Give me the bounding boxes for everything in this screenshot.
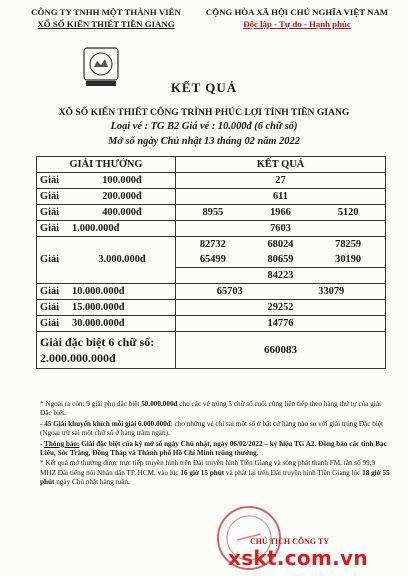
notes <box>40 400 390 489</box>
prize-number: 30190 <box>335 253 362 265</box>
prize-amount: 10.000.000đ <box>69 284 176 300</box>
prize-amount: 15.000.000đ <box>69 300 176 316</box>
prize-label: Giải <box>37 205 70 221</box>
table-row <box>37 284 386 300</box>
special-prize-row <box>37 332 386 369</box>
prize-number: 27 <box>176 173 386 189</box>
prize-number: 5120 <box>337 206 359 218</box>
table-header <box>37 157 386 173</box>
company-header <box>18 6 194 30</box>
prize-number: 8955 <box>202 206 224 218</box>
prize-label: Giải <box>37 221 70 237</box>
subtitle: XỔ SỐ KIẾN THIẾT CÔNG TRÌNH PHÚC LỢI TỈNH TIỀN GIANG <box>58 107 350 118</box>
prize-number: 80659 <box>267 253 294 265</box>
prize-number: 14776 <box>176 316 386 332</box>
note-extra-prizes: * Ngoài ra còn: 9 giải phụ đặc biệt 50.000.000đ cho các vé trúng 5 chữ số cuối cùng liên tiếp theo hàng thứ tự của giải Đặc biệt. <box>40 400 382 418</box>
nation-title: CỘNG HÒA XÃ HỘI CHỦ NGHĨA VIỆT NAM <box>205 7 389 17</box>
prize-number: 1966 <box>270 206 291 218</box>
table-row <box>37 221 386 237</box>
prize-amount: 100.000đ <box>69 173 176 189</box>
prize-label: Giải <box>37 189 70 205</box>
col-result: KẾT QUẢ <box>176 157 386 173</box>
prize-amount: 30.000.000đ <box>69 316 176 332</box>
prize-amount: 1.000.000đ <box>69 221 176 237</box>
table-row <box>37 300 386 316</box>
table-row <box>37 189 386 205</box>
page-title: KẾT QUẢ <box>170 80 238 95</box>
prize-number: 7603 <box>176 221 386 237</box>
col-prize: GIẢI THƯỞNG <box>37 157 176 173</box>
results-table <box>36 156 386 369</box>
prize-label: Giải <box>37 173 70 189</box>
prize-label: Giải <box>37 316 70 332</box>
table-row <box>37 316 386 332</box>
company-line1: CÔNG TY TNHH MỘT THÀNH VIÊN <box>31 7 181 17</box>
prize-number: 65499 <box>199 253 226 265</box>
prize-number: 84223 <box>176 268 386 284</box>
prize-numbers <box>176 237 386 253</box>
draw-date: Mở số ngày Chủ nhật 13 tháng 02 năm 2022 <box>108 136 300 147</box>
note-announcement: - Thông báo: Giải đặc biệt của kỳ mở số ngày Chủ nhật, ngày 06/02/2022 – ký hiệu TG A2. Đồng bào các tỉnh Bạc Liêu, Sóc Trăng, Đồng Tháp và Thành phố Hồ Chí Minh trúng thưởng. <box>40 439 387 458</box>
prize-number: 65703 <box>216 285 243 297</box>
prize-numbers <box>176 284 386 300</box>
special-prize-amount: 2.000.000.000đ <box>40 351 116 365</box>
prize-amount: 3.000.000đ <box>69 237 176 284</box>
prize-numbers <box>176 205 386 221</box>
prize-numbers <box>176 252 386 268</box>
table-row <box>37 237 386 253</box>
ticket-info: Loại vé : TG B2 Giá vé : 10.000đ (6 chữ số) <box>110 121 298 132</box>
signature-title: CHỦ TỊCH CÔNG TY <box>250 537 330 546</box>
nation-header <box>192 6 402 30</box>
table-row <box>37 173 386 189</box>
note-broadcast: * Kết quả mở thưởng được trực tiếp truyền hình trên Đài truyền hình Tiền Giang và sóng phát thanh FM, tần số 99,9 MHZ Đài tiếng nói Nhân dân TP. HCM, vào lúc 16 giờ 15 phút và phát lại trên Đài truyền hình Tiền Giang lúc 18 giờ 55 phút ngày Chủ nhật hàng tuần. <box>40 459 390 487</box>
special-prize-label: Giải đặc biệt 6 chữ số: <box>40 335 155 349</box>
prize-amount: 400.000đ <box>69 205 176 221</box>
prize-amount: 200.000đ <box>69 189 176 205</box>
note-consolation-prizes: - 45 Giải khuyến khích mỗi giải 6.000.000đ: cho những vé chỉ sai một số ở bất cứ hàng nào so với giải trúng Đặc biệt (Ngoại trừ sai một chữ số ở hàng trăm ngàn). <box>40 419 384 438</box>
prize-label: Giải <box>37 300 70 316</box>
prize-number: 82732 <box>199 238 226 250</box>
special-prize-number: 660083 <box>176 332 386 369</box>
prize-number: 68024 <box>267 238 294 250</box>
prize-label: Giải <box>37 284 70 300</box>
motto: Độc lập - Tự do - Hạnh phúc <box>243 19 351 29</box>
special-prize-cell <box>37 332 176 369</box>
prize-number: 33079 <box>318 285 345 297</box>
prize-number: 611 <box>176 189 386 205</box>
table-row <box>37 205 386 221</box>
prize-number: 29252 <box>176 300 386 316</box>
prize-label: Giải <box>37 237 70 284</box>
company-line2: XỔ SỐ KIẾN THIẾT TIỀN GIANG <box>37 19 175 29</box>
prize-number: 78259 <box>335 238 362 250</box>
watermark: xskt.com.vn <box>228 546 368 570</box>
